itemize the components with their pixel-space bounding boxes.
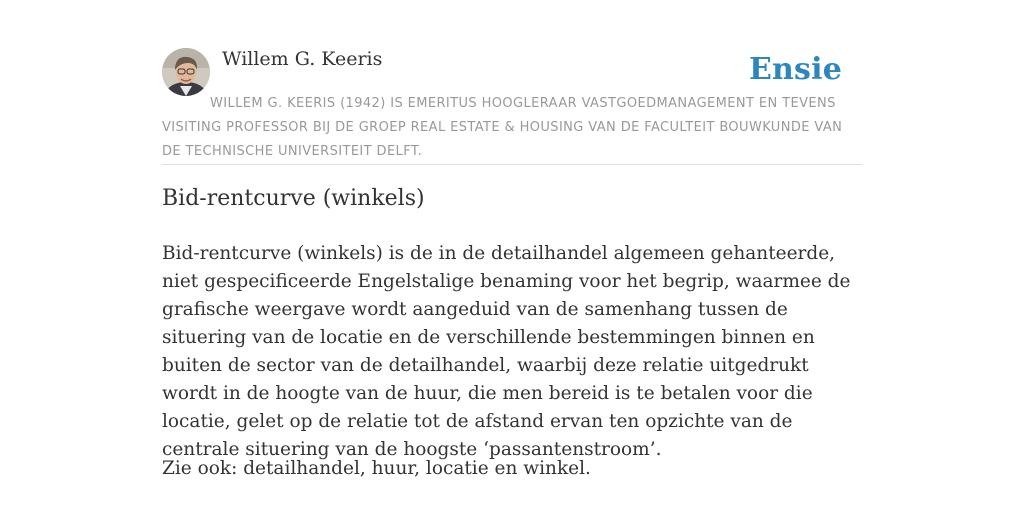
entry-body: Bid-rentcurve (winkels) is de in de detailhandel algemeen gehanteerde, niet gespecificeerde Engelstalige benaming voor het begrip, waarmee de grafische weergave wordt aangeduid van de samenhang tussen de situering van de locatie en de verschillende bestemmingen binnen en buiten de sector van de detailhandel, waarbij deze relatie uitgedrukt wordt in de hoogte van de huur, die men bereid is te betalen voor die locatie, gelet op de relatie tot de afstand ervan ten opzichte van de centrale situering van de hoogste ‘passantenstroom’. (162, 243, 851, 460)
brand-logo[interactable]: Ensie (748, 52, 842, 87)
author-bio: WILLEM G. KEERIS (1942) IS EMERITUS HOOGLERAAR VASTGOEDMANAGEMENT EN TEVENS VISITING PROFESSOR BIJ DE GROEP REAL ESTATE & HOUSING VAN DE FACULTEIT BOUWKUNDE VAN DE TECHNISCHE UNIVERSITEIT DELFT. (162, 96, 843, 159)
author-header (162, 44, 862, 165)
author-name[interactable]: Willem G. Keeris (222, 48, 383, 70)
author-avatar[interactable] (162, 48, 210, 96)
avatar-portrait-icon (162, 48, 210, 96)
see-also-line[interactable]: Zie ook: detailhandel, huur, locatie en winkel. (162, 458, 591, 479)
entry-title: Bid-rentcurve (winkels) (162, 186, 425, 211)
